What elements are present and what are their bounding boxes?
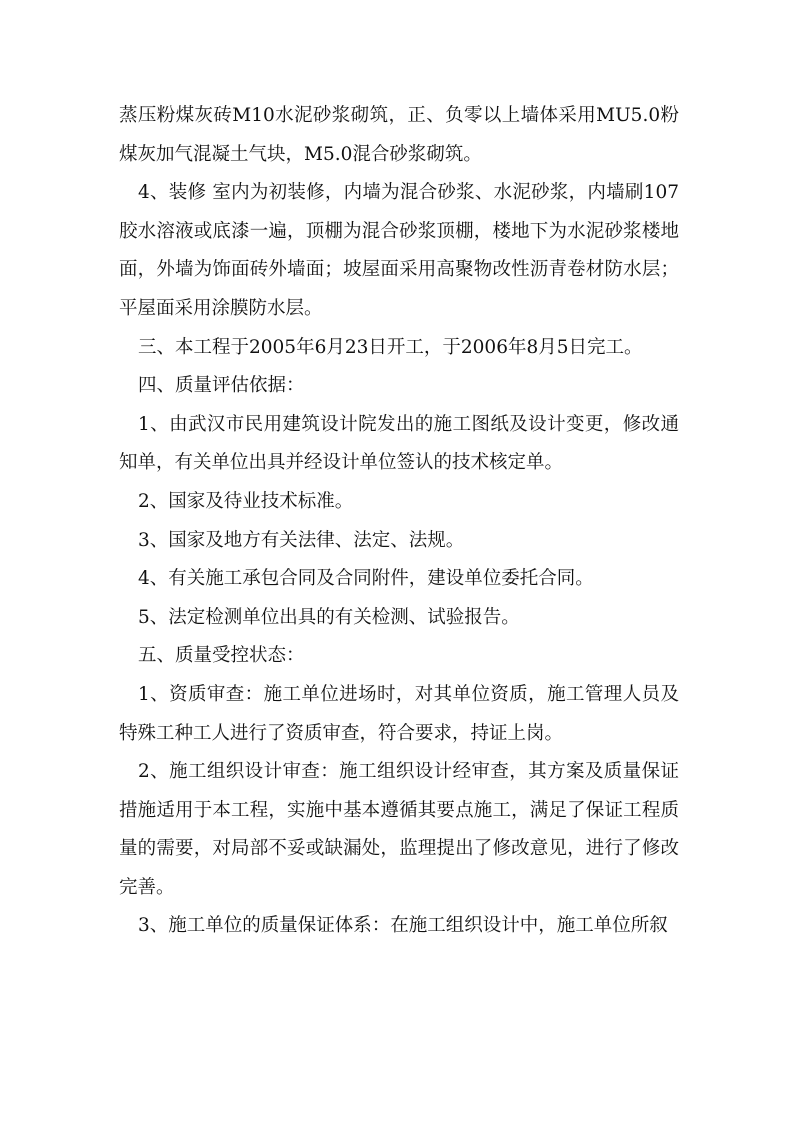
list-item-control-1: 1、资质审查：施工单位进场时，对其单位资质，施工管理人员及特殊工种工人进行了资质审查，符合要求，持证上岗。 [119,683,679,744]
document-body [119,97,679,946]
list-item-control-3: 3、施工单位的质量保证体系：在施工组织设计中，施工单位所叙 [138,915,668,937]
list-item-basis-5: 5、法定检测单位出具的有关检测、试验报告。 [138,606,520,628]
section-heading-quality-control: 五、质量受控状态： [138,645,305,667]
section-heading-assessment-basis: 四、质量评估依据： [138,375,305,397]
paragraph-wall-materials: 蒸压粉煤灰砖M10水泥砂浆砌筑，正、负零以上墙体采用MU5.0粉煤灰加气混凝土气块，M5.0混合砂浆砌筑。 [119,105,679,165]
paragraph-construction-dates: 三、本工程于2005年6月23日开工，于2006年8月5日完工。 [138,336,643,358]
list-item-basis-1: 1、由武汉市民用建筑设计院发出的施工图纸及设计变更，修改通知单，有关单位出具并经设计单位签认的技术核定单。 [119,413,679,474]
list-item-basis-3: 3、国家及地方有关法律、法定、法规。 [138,529,465,551]
list-item-basis-4: 4、有关施工承包合同及合同附件，建设单位委托合同。 [138,568,594,590]
list-item-basis-2: 2、国家及待业技术标准。 [138,490,354,512]
list-item-control-2: 2、施工组织设计审查：施工组织设计经审查，其方案及质量保证措施适用于本工程，实施中基本遵循其要点施工，满足了保证工程质量的需要，对局部不妥或缺漏处，监理提出了修改意见，进行了修改完善。 [119,761,679,898]
paragraph-decoration: 4、装修 室内为初装修，内墙为混合砂浆、水泥砂浆，内墙刷107胶水溶液或底漆一遍，顶棚为混合砂浆顶棚，楼地下为水泥砂浆楼地面，外墙为饰面砖外墙面；坡屋面采用高聚物改性沥青卷材防水层；平屋面采用涂膜防水层。 [119,182,679,319]
